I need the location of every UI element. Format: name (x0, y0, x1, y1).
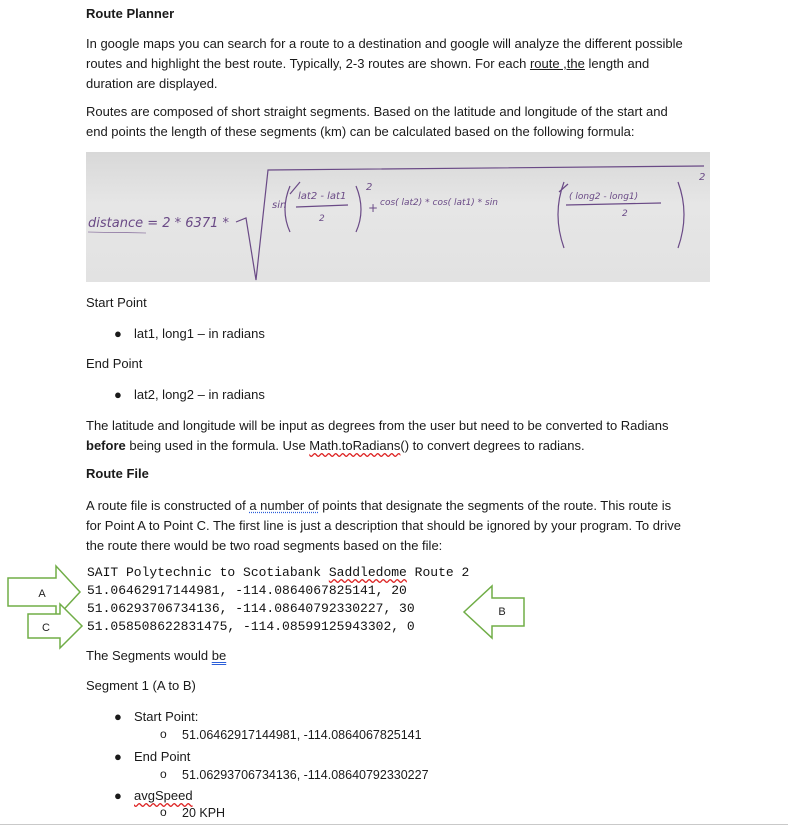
arrow-c-icon (26, 602, 84, 650)
formula-exp2: 2 (699, 172, 706, 183)
end-point-label: End Point (86, 356, 143, 371)
seg-speed-bullet (114, 788, 193, 803)
saddledome-text: Saddledome (328, 565, 407, 580)
route-file-line2: for Point A to Point C. The first line is just a description that should be ignored by your program. To drive (86, 518, 681, 533)
end-point-item-text: lat2, long2 – in radians (134, 387, 265, 402)
arrow-c-label: C (42, 622, 50, 634)
intro-paragraph-2 (86, 102, 716, 142)
arrow-b-label: B (498, 606, 506, 618)
seg-start-value-item (160, 727, 422, 742)
seg-start-bullet (114, 709, 199, 724)
seg-end-bullet (114, 749, 191, 764)
start-point-item-text: lat1, long1 – in radians (134, 326, 265, 341)
code-line1-end: Route 2 (406, 565, 470, 580)
bullet-dot-icon: ● (114, 788, 122, 803)
circle-bullet-icon: o (160, 727, 167, 741)
intro-paragraph-1 (86, 34, 716, 94)
page-bottom-divider (0, 824, 788, 825)
intro-p2-line1: Routes are composed of short straight segments. Based on the latitude and longitude of the start and (86, 104, 668, 119)
code-line1-start: SAIT Polytechnic to Scotiabank (87, 565, 329, 580)
intro-p1-line1: In google maps you can search for a route to a destination and google will analyze the different possible (86, 36, 683, 51)
arrow-b-icon (462, 584, 526, 640)
convert-paragraph (86, 416, 716, 456)
seg-start-value: 51.06462917144981, -114.0864067825141 (182, 728, 422, 742)
segments-label-text: The Segments would (86, 648, 212, 663)
start-point-bullet (114, 326, 265, 341)
formula-plus: + (368, 201, 379, 215)
code-line-2: 51.06462917144981, -114.0864067825141, 20 (87, 583, 407, 598)
formula-term2: cos( lat2) * cos( lat1) * sin (380, 198, 498, 208)
seg-end-value: 51.06293706734136, -114.08640792330227 (182, 768, 429, 782)
seg-speed-value: 20 KPH (182, 806, 226, 820)
heading-route-file: Route File (86, 466, 149, 481)
formula-sin1: sin (272, 200, 287, 211)
formula-svg (86, 152, 710, 282)
seg-end-value-item (160, 767, 429, 782)
seg-speed-label: avgSpeed (134, 788, 193, 803)
route-file-line1-a: A route file is constructed of (86, 498, 250, 513)
segments-label (86, 648, 226, 663)
start-point-label: Start Point (86, 295, 147, 310)
intro-p2-line2: end points the length of these segments (km) can be calculated based on the following formula: (86, 124, 635, 139)
end-point-bullet (114, 387, 265, 402)
route-file-line1-b: points that designate the segments of the route. This route is (318, 498, 672, 513)
formula-lhs: distance = 2 * 6371 * (88, 216, 229, 231)
arrow-a-label: A (38, 588, 46, 600)
bullet-dot-icon: ● (114, 326, 122, 341)
formula-image (86, 152, 710, 282)
code-line-1 (87, 564, 469, 582)
convert-line1: The latitude and longitude will be input as degrees from the user but need to be converted to Radians (86, 418, 669, 433)
seg-start-label: Start Point: (134, 709, 199, 724)
code-line-4: 51.058508622831475, -114.08599125943302, 0 (87, 619, 415, 634)
formula-exp1: 2 (366, 182, 373, 193)
formula-frac1-num: lat2 - lat1 (298, 191, 347, 202)
intro-p1-line2: routes and highlight the best route. Typically, 2-3 routes are shown. For each (86, 56, 530, 71)
bullet-dot-icon: ● (114, 387, 122, 402)
intro-p1-line2-end: length and (584, 56, 650, 71)
segment-1-label: Segment 1 (A to B) (86, 678, 196, 693)
be-underlined: be (211, 648, 227, 663)
seg-end-label: End Point (134, 749, 191, 764)
bullet-dot-icon: ● (114, 749, 122, 764)
convert-before-bold: before (86, 438, 126, 453)
formula-frac1-den: 2 (319, 214, 325, 224)
heading-route-planner: Route Planner (86, 6, 175, 21)
circle-bullet-icon: o (160, 767, 167, 781)
convert-line2-end: () to convert degrees to radians. (400, 438, 585, 453)
route-file-line3: the route there would be two road segments based on the file: (86, 538, 443, 553)
math-toradians-text: Math.toRadians (309, 438, 401, 453)
formula-frac2-den: 2 (622, 209, 628, 219)
route-file-paragraph (86, 496, 716, 556)
formula-frac2-num: ( long2 - long1) (569, 192, 639, 202)
route-the-underlined: route ,the (529, 56, 585, 71)
bullet-dot-icon: ● (114, 709, 122, 724)
code-line-3: 51.06293706734136, -114.08640792330227, 30 (87, 601, 415, 616)
intro-p1-line3: duration are displayed. (86, 76, 218, 91)
a-number-of-underlined: a number of (249, 498, 319, 513)
convert-line2-mid: being used in the formula. Use (125, 438, 310, 453)
seg-speed-value-item (160, 805, 226, 820)
circle-bullet-icon: o (160, 805, 167, 819)
